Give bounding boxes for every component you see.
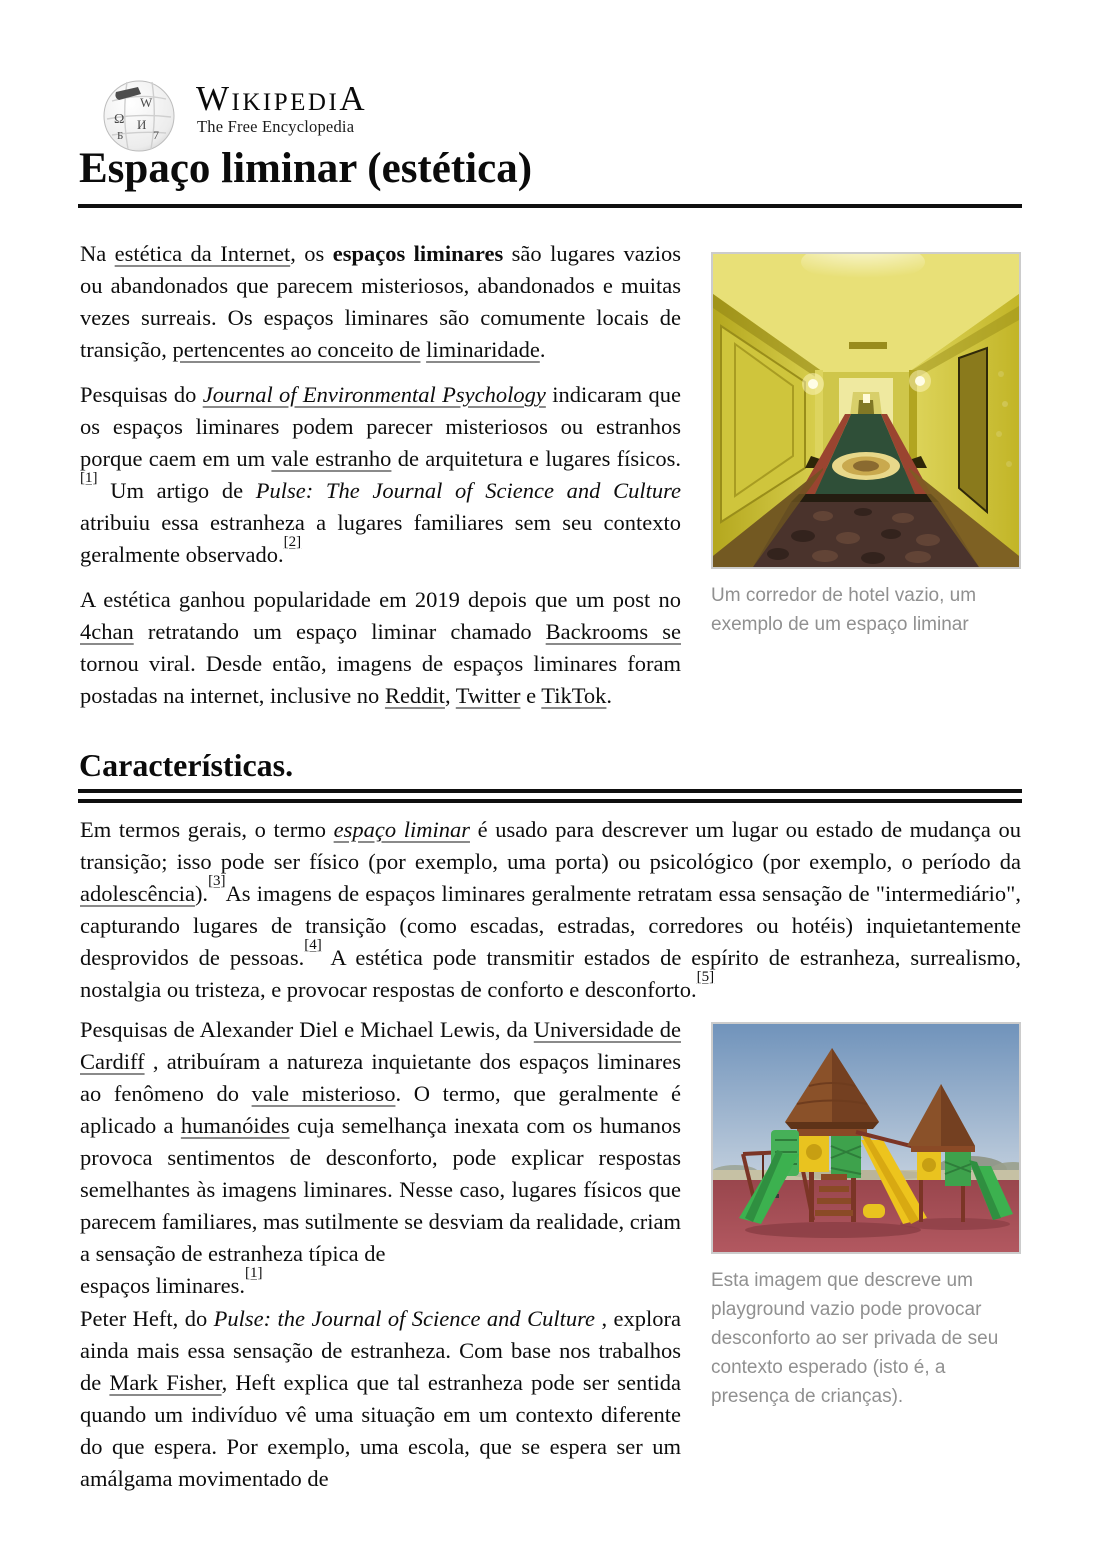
wikipedia-logo[interactable] bbox=[100, 79, 420, 151]
hotel-corridor-caption: Um corredor de hotel vazio, um exemplo de um espaço liminar bbox=[711, 585, 977, 635]
text-span: , os bbox=[290, 241, 333, 266]
text-link[interactable]: adolescência bbox=[80, 881, 195, 906]
svg-text:И: И bbox=[137, 117, 147, 132]
text-span: de arquitetura e lugares físicos. bbox=[391, 446, 681, 471]
reference-link[interactable]: [2] bbox=[283, 533, 302, 550]
text-span: espaços liminares bbox=[332, 241, 504, 266]
text-link[interactable]: espaço liminar bbox=[333, 817, 470, 842]
figure-hotel-corridor bbox=[711, 252, 1021, 639]
wikipedia-globe-icon bbox=[100, 79, 178, 153]
text-link[interactable]: Universidade de Cardiff bbox=[80, 1017, 681, 1074]
text-link[interactable]: liminaridade bbox=[426, 337, 540, 362]
title-divider bbox=[78, 204, 1022, 208]
wordmark-letter: IKIPEDI bbox=[231, 89, 340, 116]
wordmark-letter: A bbox=[339, 79, 368, 118]
text-span: espaços liminares. bbox=[80, 1273, 245, 1298]
reference-link[interactable]: [5] bbox=[696, 968, 715, 985]
paragraph-overview bbox=[80, 814, 1021, 1006]
text-link[interactable]: estética da Internet bbox=[114, 241, 291, 266]
text-span: Em termos gerais, o termo bbox=[80, 817, 334, 842]
wordmark-letter: W bbox=[196, 79, 232, 118]
text-span: é usado para descrever um lugar ou estado de mudança ou transição; isso pode ser físico (por exemplo, uma porta) ou psicológico (por exemplo, o período da bbox=[80, 817, 1021, 874]
text-span: e bbox=[520, 683, 542, 708]
text-span: , atribuíram a natureza inquietante dos espaços liminares ao fenômeno do bbox=[80, 1049, 681, 1106]
text-link[interactable]: vale misterioso bbox=[251, 1081, 396, 1106]
text-link[interactable]: Twitter bbox=[455, 683, 521, 708]
reference-link[interactable]: [3] bbox=[208, 872, 226, 889]
text-span: Peter Heft, do bbox=[80, 1306, 214, 1331]
hotel-corridor-image[interactable] bbox=[711, 252, 1021, 569]
paragraph-popularity bbox=[80, 584, 681, 712]
text-link[interactable]: Journal of Environmental Psychology bbox=[202, 382, 546, 407]
text-span: A estética ganhou popularidade em 2019 depois que um post no bbox=[80, 587, 681, 612]
section-divider bbox=[78, 789, 1022, 803]
text-span: são lugares vazios ou abandonados que parecem misteriosos, abandonados e muitas vezes surreais. Os espaços liminares são comumente locais de transição, bbox=[80, 241, 681, 362]
text-link[interactable]: pertencentes ao conceito de bbox=[172, 337, 421, 362]
text-span: As imagens de espaços liminares geralmente retratam essa sensação de "intermediário", capturando lugares de transição (como escadas, estradas, corredores ou hotéis) inquietantemente desprovidos de pessoas. bbox=[80, 881, 1021, 970]
text-link[interactable]: vale estranho bbox=[271, 446, 392, 471]
playground-caption: Esta imagem que descreve um playground vazio pode provocar desconforto ao ser privada de seu contexto esperado (isto é, a presença de crianças). bbox=[711, 1270, 999, 1407]
figure-playground bbox=[711, 1022, 1021, 1411]
text-link[interactable]: humanóides bbox=[180, 1113, 290, 1138]
page-title: Espaço liminar (estética) bbox=[79, 145, 533, 192]
text-span: atribuiu essa estranheza a lugares familiares sem seu contexto geralmente observado. bbox=[80, 510, 681, 567]
reference-link[interactable]: [1] bbox=[244, 1264, 263, 1281]
text-span: cuja semelhança inexata com os humanos provoca sentimentos de desconforto, pode explicar respostas semelhantes às imagens liminares. Nesse caso, lugares físicos que parecem familiares, mas sutilmente se desviam da realidade, criam a sensação de estranheza típica de bbox=[80, 1113, 681, 1266]
text-span: , bbox=[444, 683, 456, 708]
text-link[interactable]: Reddit bbox=[384, 683, 445, 708]
text-span: ). bbox=[194, 881, 209, 906]
paragraph-cardiff bbox=[80, 1014, 681, 1302]
text-span: Pesquisas do bbox=[80, 382, 203, 407]
text-span: indicaram que os espaços liminares podem parecer misteriosos ou estranhos porque caem em um bbox=[80, 382, 681, 471]
paragraph-research bbox=[80, 379, 681, 571]
text-span: Pulse: the Journal of Science and Culture bbox=[213, 1306, 596, 1331]
text-link[interactable]: Mark Fisher bbox=[109, 1370, 222, 1395]
text-link[interactable]: TikTok bbox=[541, 683, 607, 708]
text-link[interactable]: Backrooms se bbox=[545, 619, 681, 644]
svg-text:Ω: Ω bbox=[114, 112, 125, 127]
text-span: Pesquisas de Alexander Diel e Michael Lewis, da bbox=[80, 1017, 534, 1042]
text-span: , explora ainda mais essa sensação de estranheza. Com base nos trabalhos de bbox=[80, 1306, 681, 1395]
text-span: tornou viral. Desde então, imagens de espaços liminares foram postadas na internet, inclusive no bbox=[80, 651, 681, 708]
text-span: Um artigo de bbox=[97, 478, 256, 503]
svg-text:Б: Б bbox=[117, 130, 124, 142]
svg-text:7: 7 bbox=[153, 128, 159, 142]
text-span: . O termo, que geralmente é aplicado a bbox=[80, 1081, 681, 1138]
wikipedia-tagline: The Free Encyclopedia bbox=[197, 117, 355, 136]
reference-link[interactable]: [4] bbox=[304, 936, 322, 953]
section-heading-caracteristicas: Características. bbox=[79, 747, 294, 783]
text-span: retratando um espaço liminar chamado bbox=[133, 619, 546, 644]
text-span: Na bbox=[80, 241, 115, 266]
reference-link[interactable]: [1] bbox=[80, 469, 98, 486]
paragraph-intro bbox=[80, 238, 681, 366]
paragraph-heft bbox=[80, 1303, 681, 1495]
text-span: . bbox=[539, 337, 546, 362]
text-span: , Heft explica que tal estranheza pode ser sentida quando um indivíduo vê uma situação em um contexto diferente do que espera. Por exemplo, uma escola, que se espera ser um amálgama movimentado de bbox=[80, 1370, 681, 1491]
svg-text:W: W bbox=[140, 95, 153, 110]
text-span: Pulse: The Journal of Science and Culture bbox=[255, 478, 682, 503]
text-span: . bbox=[606, 683, 613, 708]
playground-image[interactable] bbox=[711, 1022, 1021, 1254]
text-span: A estética pode transmitir estados de espírito de estranheza, surrealismo, nostalgia ou tristeza, e provocar respostas de conforto e desconforto. bbox=[80, 945, 1021, 1002]
text-link[interactable]: 4chan bbox=[80, 619, 134, 644]
